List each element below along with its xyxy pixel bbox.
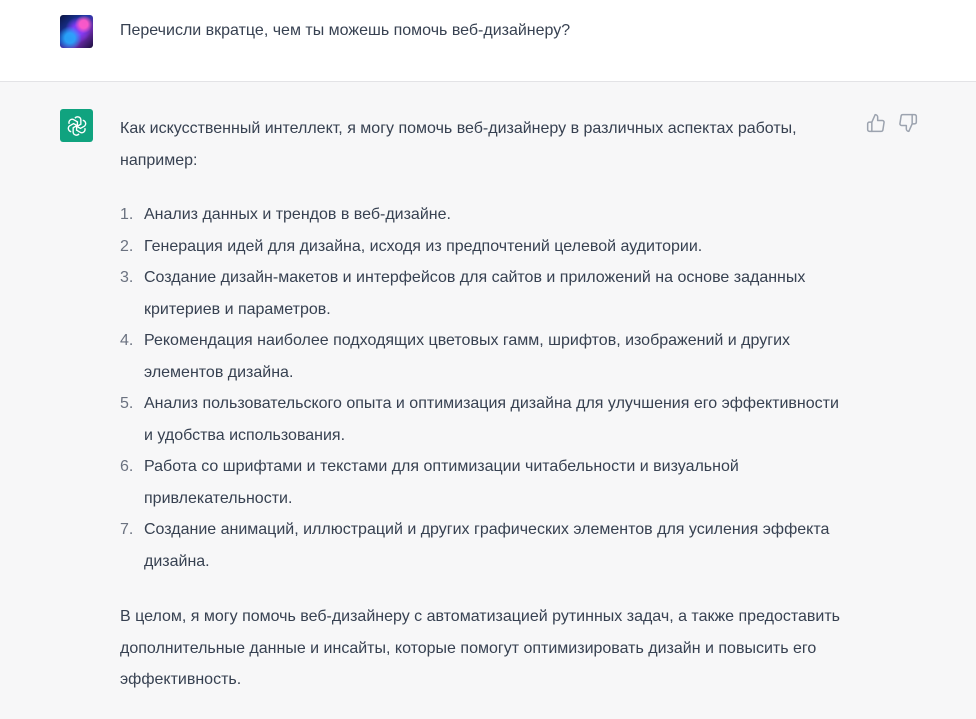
list-item-text: Создание дизайн-макетов и интерфейсов для сайтов и приложений на основе заданных критериев и параметров. <box>144 269 806 318</box>
thumbs-up-button[interactable] <box>866 113 886 133</box>
list-item-number: 7. <box>120 521 134 538</box>
list-item-text: Рекомендация наиболее подходящих цветовых гамм, шрифтов, изображений и других элементов дизайна. <box>144 332 791 381</box>
list-item-text: Анализ данных и трендов в веб-дизайне. <box>144 206 451 223</box>
list-item <box>120 388 840 451</box>
thumbs-down-icon <box>898 113 918 133</box>
capabilities-list <box>120 199 840 577</box>
list-item-text: Анализ пользовательского опыта и оптимизация дизайна для улучшения его эффективности и удобства использования. <box>144 395 839 444</box>
list-item <box>120 451 840 514</box>
user-message-text: Перечисли вкратце, чем ты можешь помочь веб-дизайнеру? <box>120 22 571 39</box>
list-item-text: Создание анимаций, иллюстраций и других графических элементов для усиления эффекта дизайна. <box>144 521 830 570</box>
assistant-avatar <box>60 109 93 142</box>
list-item-number: 4. <box>120 332 134 349</box>
openai-logo-icon <box>66 115 88 137</box>
list-item-text: Генерация идей для дизайна, исходя из предпочтений целевой аудитории. <box>144 237 703 255</box>
list-item <box>120 199 840 231</box>
thumbs-down-button[interactable] <box>898 113 918 133</box>
thumbs-up-icon <box>866 113 886 133</box>
list-item-number: 1. <box>120 206 134 223</box>
list-item-number: 6. <box>120 458 134 475</box>
list-item-number: 2. <box>120 237 134 255</box>
assistant-message-row <box>0 83 976 719</box>
list-item <box>120 514 840 577</box>
list-item-text: Работа со шрифтами и текстами для оптимизации читабельности и визуальной привлекательности. <box>144 458 739 507</box>
list-item <box>120 231 840 263</box>
user-message-row <box>0 0 976 82</box>
user-avatar <box>60 15 93 48</box>
assistant-intro-paragraph: Как искусственный интеллект, я могу помочь веб-дизайнеру в различных аспектах работы, например: <box>120 120 797 169</box>
assistant-conclusion-paragraph: В целом, я могу помочь веб-дизайнеру с автоматизацией рутинных задач, а также предоставить дополнительные данные и инсайты, которые помогут оптимизировать дизайн и повысить его эффективность. <box>120 608 841 688</box>
list-item <box>120 325 840 388</box>
list-item-number: 5. <box>120 395 134 412</box>
assistant-message-content <box>120 113 840 696</box>
list-item-number: 3. <box>120 269 134 286</box>
list-item <box>120 262 840 325</box>
feedback-controls <box>866 113 918 133</box>
